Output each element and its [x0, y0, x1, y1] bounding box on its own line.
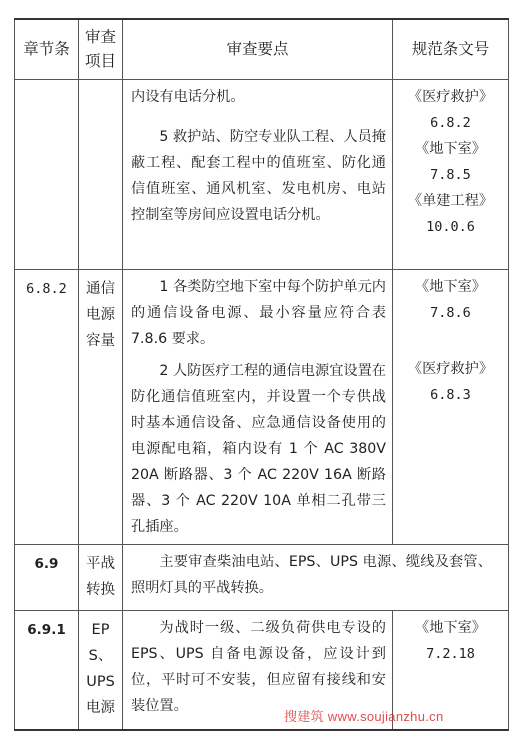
header-points: 审查要点 [123, 19, 393, 79]
point-paragraph: 5 救护站、防空专业队工程、人员掩蔽工程、配套工程中的值班室、防化通信值班室、通风机室、发电机房、电站控制室等房间应设置电话分机。 [131, 128, 386, 223]
point-paragraph: 1 各类防空地下室中每个防护单元内的通信设备电源、最小容量应符合表 7.8.6 要求。 [131, 278, 386, 347]
ref-code: 6.8.2 [430, 114, 471, 131]
table-row [15, 269, 509, 544]
row-item [79, 269, 123, 544]
table-row [15, 544, 509, 610]
row-points [123, 544, 509, 610]
row-section [15, 79, 79, 269]
table-header-row [15, 19, 509, 79]
row-item [79, 79, 123, 269]
row-points [123, 269, 393, 544]
table-row [15, 79, 509, 269]
row-section: 6.9 [15, 544, 79, 610]
ref-name: 《地下室》 [415, 140, 486, 157]
row-refs [393, 79, 509, 269]
ref-name: 《地下室》 [415, 619, 486, 636]
row-points [123, 79, 393, 269]
point-paragraph: 为战时一级、二级负荷供电专设的 EPS、UPS 自备电源设备，应设计到位，平时可不安装，但应留有接线和安装位置。 [131, 619, 386, 714]
row-refs [393, 269, 509, 544]
point-paragraph: 2 人防医疗工程的通信电源宜设置在防化通信值班室内，并设置一个专供战时基本通信设备、应急通信设备使用的电源配电箱，箱内设有 1 个 AC 380V 20A 断路器、3 个 AC 220V 16A 断路器、3 个 AC 220V 10A 单相二孔带三孔插座。 [131, 362, 386, 535]
ref-name: 《单建工程》 [407, 192, 494, 209]
row-item-text: EPS、UPS电源 [86, 621, 115, 716]
ref-code: 7.8.6 [430, 304, 471, 321]
row-item [79, 544, 123, 610]
header-section: 章节条 [15, 19, 79, 79]
row-item [79, 610, 123, 730]
row-item-text: 平战转换 [86, 555, 115, 598]
ref-name: 《医疗救护》 [407, 88, 494, 105]
row-section: 6.9.1 [15, 610, 79, 730]
point-paragraph: 主要审查柴油电站、EPS、UPS 电源、缆线及套管、照明灯具的平战转换。 [131, 553, 492, 596]
watermark-logo: 搜建筑 www.soujianzhu.cn [284, 709, 444, 724]
ref-code: 10.0.6 [426, 218, 475, 235]
row-section: 6.8.2 [15, 269, 79, 544]
point-paragraph: 内设有电话分机。 [131, 88, 245, 105]
review-table [14, 18, 509, 731]
row-item-text: 通信电源容量 [86, 280, 115, 349]
ref-code: 7.2.18 [426, 645, 475, 662]
header-refs: 规范条文号 [393, 19, 509, 79]
header-item [79, 19, 123, 79]
ref-code: 7.8.5 [430, 166, 471, 183]
header-item-text: 审查项目 [84, 28, 116, 71]
ref-name: 《地下室》 [415, 278, 486, 295]
ref-code: 6.8.3 [430, 386, 471, 403]
ref-name: 《医疗救护》 [407, 360, 494, 377]
